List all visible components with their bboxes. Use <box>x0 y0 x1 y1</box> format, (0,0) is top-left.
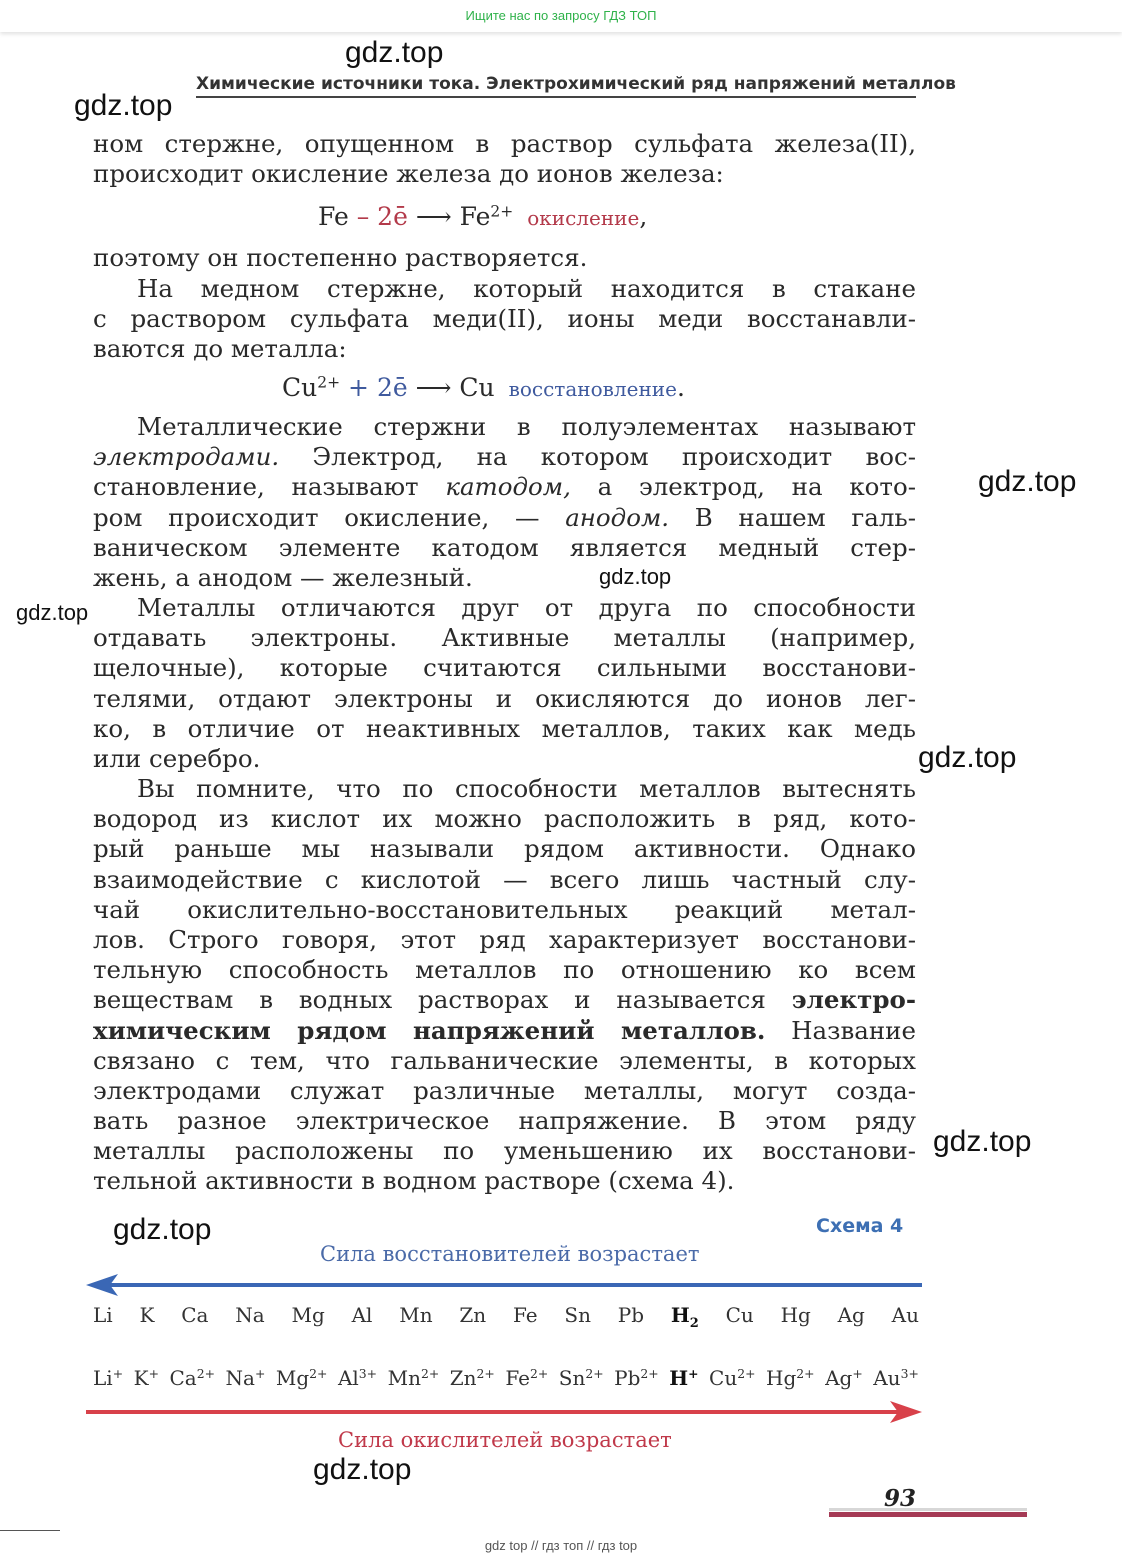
text-line: водород из кислот их можно расположить в ряд, кото- <box>93 804 916 834</box>
metal-li: Li <box>93 1303 113 1327</box>
oxidizer-strength-label: Сила окислителей возрастает <box>338 1428 672 1452</box>
metal-sn: Sn <box>564 1303 591 1327</box>
text-line: отдавать электроны. Активные металлы (например, <box>93 623 916 653</box>
metal-fe: Fe <box>512 1303 538 1327</box>
top-banner: Ищите нас по запросу ГДЗ ТОП <box>0 0 1122 32</box>
text-line: происходит окисление железа до ионов железа: <box>93 159 724 189</box>
ion: $Hg^{2+}$ <box>766 1366 815 1390</box>
eq-electrons: + 2ē <box>348 373 408 402</box>
text-line <box>93 985 916 1015</box>
watermark: gdz.top <box>16 600 89 625</box>
divider <box>0 1530 60 1531</box>
text-line: металлы расположены по уменьшению их восстанови- <box>93 1136 916 1166</box>
ion: $Zn^{2+}$ <box>449 1366 495 1390</box>
ion: Ag+ <box>825 1366 863 1390</box>
eq-arrow: ⟶ <box>415 373 452 402</box>
text-line: чай окислительно-восстановительных реакций метал- <box>93 894 916 924</box>
text-line <box>93 442 916 472</box>
page-bar-shadow <box>829 1508 1027 1511</box>
watermark: gdz.top <box>918 741 1017 774</box>
text-line: лов. Строго говоря, этот ряд характеризует восстанови- <box>93 924 916 954</box>
eq-product: Fe <box>459 202 491 231</box>
paragraph-1 <box>93 129 916 189</box>
watermark: gdz.top <box>313 1453 412 1486</box>
ion: $Ca^{2+}$ <box>169 1366 215 1390</box>
equation-oxidation <box>318 202 647 231</box>
ion: K+ <box>133 1366 159 1390</box>
eq-label: восстановление <box>508 377 677 401</box>
text-fragment: Электрод, на котором происходит вос- <box>279 442 916 472</box>
text-line: тельной активности в водном растворе (схема 4). <box>93 1166 735 1196</box>
page-bar <box>829 1512 1027 1517</box>
metal-na: Na <box>235 1303 265 1327</box>
running-header: Химические источники тока. Электрохимический ряд напряжений металлов <box>196 74 916 98</box>
footer: gdz top // гдз топ // гдз top <box>484 1538 638 1553</box>
text-line: телями, отдают электроны и окисляются до ионов лег- <box>93 683 916 713</box>
text-line: вать разное электрическое напряжение. В этом ряду <box>93 1106 916 1136</box>
text-line <box>93 1016 916 1046</box>
text-line <box>93 472 916 502</box>
watermark: gdz.top <box>345 36 444 69</box>
ion-hydrogen: H+ <box>669 1366 699 1390</box>
watermark: gdz.top <box>113 1213 212 1246</box>
red-arrow <box>84 1399 926 1425</box>
equation-reduction <box>282 373 685 402</box>
metals-row <box>93 1303 919 1331</box>
term-bold: химическим рядом напряжений металлов. <box>93 1015 766 1045</box>
ion: $Fe^{2+}$ <box>505 1366 549 1390</box>
text-line: ном стержне, опущенном в раствор сульфата железа(II), <box>93 129 916 158</box>
text-fragment: а электрод, на кото- <box>570 472 916 502</box>
paragraph-5 <box>93 774 916 1197</box>
h-symbol: H <box>670 1303 690 1327</box>
text-fragment: Название <box>765 1015 917 1045</box>
text-fragment: ром происходит окисление, — <box>93 502 566 532</box>
term-italic: электродами. <box>93 442 280 472</box>
ion: Li+ <box>93 1366 124 1390</box>
hydrogen-h2 <box>671 1303 699 1331</box>
eq-charge: 2+ <box>317 373 341 392</box>
text-line: или серебро. <box>93 743 261 773</box>
text-line: ваническом элементе катодом является медный стер- <box>93 532 916 562</box>
text-line: ваются до металла: <box>93 334 347 364</box>
metal-cu: Cu <box>725 1303 754 1327</box>
paragraph-3 <box>93 412 916 593</box>
watermark: gdz.top <box>599 564 672 589</box>
ion: $Al^{3+}$ <box>337 1366 378 1390</box>
h-subscript: 2 <box>689 1316 699 1331</box>
ion: $Pb^{2+}$ <box>614 1366 659 1390</box>
text-fragment: веществам в водных растворах и называется <box>93 985 792 1015</box>
ion: $Sn^{2+}$ <box>558 1366 604 1390</box>
text-fragment: В нашем галь- <box>669 502 916 532</box>
metal-zn: Zn <box>459 1303 487 1327</box>
text-line: взаимодействие с кислотой — всего лишь частный слу- <box>93 864 916 894</box>
watermark: gdz.top <box>933 1125 1032 1158</box>
ion: Na+ <box>225 1366 266 1390</box>
blue-arrow <box>84 1272 926 1298</box>
metal-mn: Mn <box>399 1303 433 1327</box>
metal-mg: Mg <box>291 1303 325 1327</box>
ions-row <box>93 1366 919 1390</box>
metal-k: K <box>139 1303 155 1327</box>
text-line: рый раньше мы называли рядом активности. Однако <box>93 834 916 864</box>
eq-charge: 2+ <box>490 202 514 221</box>
eq-reactant: Fe <box>318 202 349 231</box>
text-line: На медном стержне, который находится в стакане <box>137 274 916 303</box>
paragraph-4 <box>93 593 916 774</box>
scheme-title: Схема 4 <box>816 1215 904 1237</box>
term-bold: электро- <box>791 985 916 1015</box>
text-line: Металлические стержни в полуэлементах называют <box>137 412 916 441</box>
metal-ag: Ag <box>837 1303 865 1327</box>
text-line: Металлы отличаются друг от друга по способности <box>137 593 916 622</box>
metal-al: Al <box>351 1303 373 1327</box>
text-line <box>93 503 916 533</box>
text-line: ко, в отличие от неактивных металлов, таких как медь <box>93 713 916 743</box>
text-line: связано с тем, что гальванические элементы, в которых <box>93 1045 916 1075</box>
metal-au: Au <box>891 1303 919 1327</box>
text-fragment: становление, называют <box>93 472 446 502</box>
eq-product: Cu <box>459 373 495 402</box>
text-line: Вы помните, что по способности металлов вытеснять <box>137 774 916 803</box>
paragraph-2 <box>93 274 916 365</box>
eq-label: окисление <box>527 206 640 230</box>
text-line: электродами служат различные металлы, могут созда- <box>93 1075 916 1105</box>
text-line: тельную способность металлов по отношению ко всем <box>93 955 916 985</box>
text-line: щелочные), которые считаются сильными восстанови- <box>93 653 916 683</box>
eq-punct: , <box>639 202 648 231</box>
ion: $Mg^{2+}$ <box>275 1366 328 1390</box>
watermark: gdz.top <box>978 465 1077 498</box>
reducer-strength-label: Сила восстановителей возрастает <box>320 1242 700 1266</box>
paragraph-1b <box>93 243 916 273</box>
eq-arrow: ⟶ <box>415 202 452 231</box>
metal-hg: Hg <box>780 1303 811 1327</box>
text-line: жень, а анодом — железный. <box>93 562 473 592</box>
eq-reactant: Cu <box>282 373 318 402</box>
metal-ca: Ca <box>181 1303 209 1327</box>
eq-punct: . <box>676 373 685 402</box>
text-line: с раствором сульфата меди(II), ионы меди восстанавли- <box>93 304 916 334</box>
eq-electrons: – 2ē <box>356 202 408 231</box>
ion: $Au^{3+}$ <box>873 1366 919 1390</box>
metal-pb: Pb <box>617 1303 645 1327</box>
ion: $Mn^{2+}$ <box>387 1366 440 1390</box>
watermark: gdz.top <box>74 89 173 122</box>
term-italic: катодом, <box>445 472 571 502</box>
ion: $Cu^{2+}$ <box>709 1366 756 1390</box>
term-italic: анодом. <box>565 502 670 532</box>
page-number: 93 <box>884 1485 917 1512</box>
text-line: поэтому он постепенно растворяется. <box>93 243 588 272</box>
